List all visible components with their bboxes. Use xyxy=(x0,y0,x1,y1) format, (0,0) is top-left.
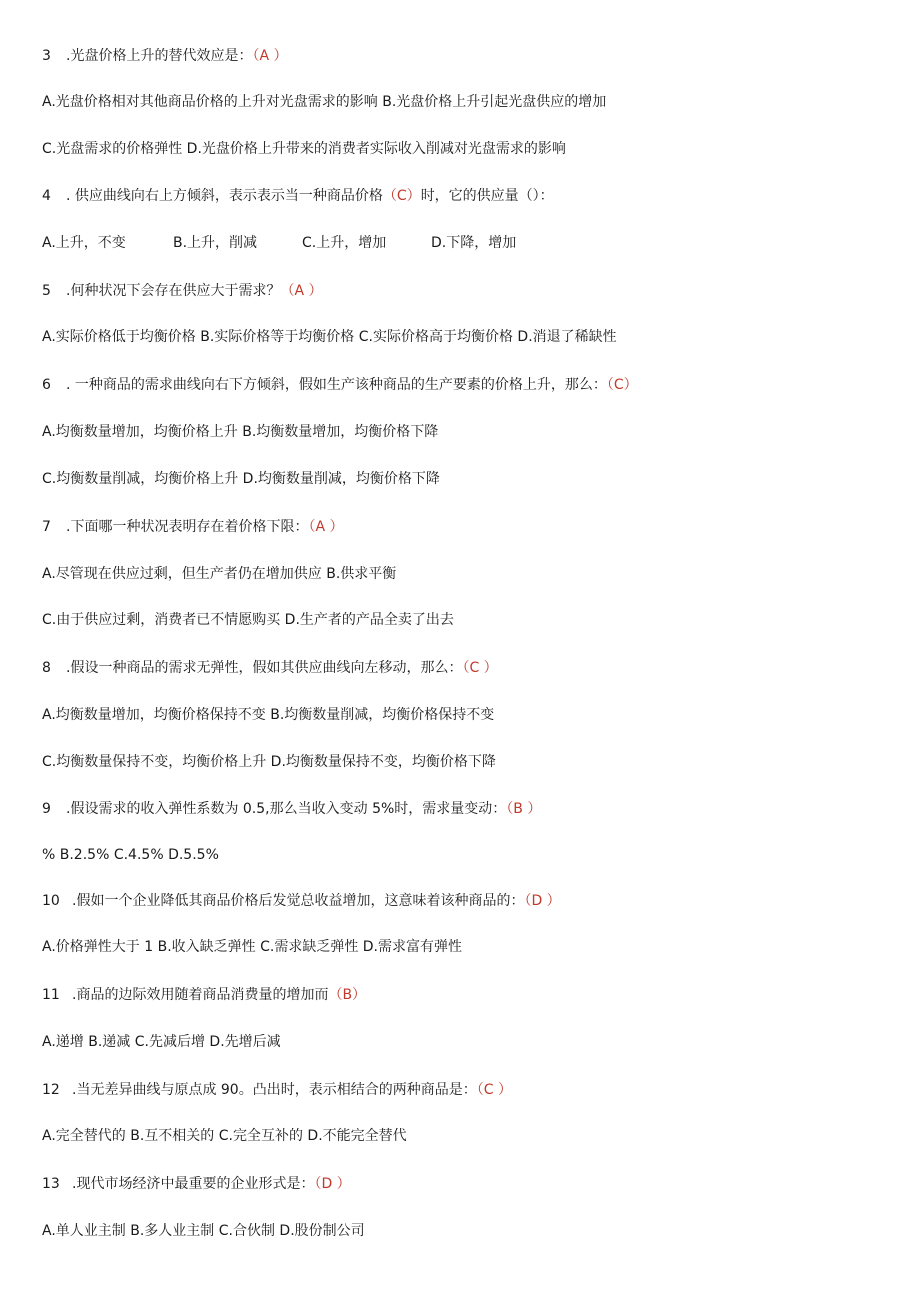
question-stem: .光盘价格上升的替代效应是： xyxy=(66,48,253,64)
question-12 xyxy=(42,1081,512,1099)
option-a: A.上升，不变 xyxy=(42,235,126,251)
option-line: A.尽管现在供应过剩，但生产者仍在增加供应 B.供求平衡 xyxy=(42,566,397,582)
answer-mark: （B ） xyxy=(506,801,542,817)
option-line: % B.2.5% C.4.5% D.5.5% xyxy=(42,847,219,863)
answer-mark: （C） xyxy=(606,377,638,393)
question-13 xyxy=(42,1175,351,1193)
option-c: C.上升，增加 xyxy=(302,235,387,251)
answer-mark: （A ） xyxy=(252,48,288,64)
question-4 xyxy=(42,187,554,205)
answer-mark: （C） xyxy=(382,188,421,204)
option-line: A.价格弹性大于 1 B.收入缺乏弹性 C.需求缺乏弹性 D.需求富有弹性 xyxy=(42,939,462,955)
option-line: A.单人业主制 B.多人业主制 C.合伙制 D.股份制公司 xyxy=(42,1223,365,1239)
question-3 xyxy=(42,47,287,65)
question-stem: . 供应曲线向右上方倾斜，表示表示当一种商品价格 xyxy=(66,188,383,204)
option-line: A.均衡数量增加，均衡价格保持不变 B.均衡数量削减，均衡价格保持不变 xyxy=(42,707,495,723)
question-stem: .何种状况下会存在供应大于需求？ xyxy=(66,283,281,299)
question-stem: .当无差异曲线与原点成 90。凸出时，表示相结合的两种商品是： xyxy=(72,1082,477,1098)
question-9 xyxy=(42,800,541,818)
option-line: C.均衡数量削减，均衡价格上升 D.均衡数量削减，均衡价格下降 xyxy=(42,471,440,487)
question-number: 6 xyxy=(42,377,51,393)
option-line: C.均衡数量保持不变，均衡价格上升 D.均衡数量保持不变，均衡价格下降 xyxy=(42,754,496,770)
question-number: 7 xyxy=(42,519,51,535)
question-stem-tail: 时，它的供应量（）： xyxy=(420,188,554,204)
question-number: 10 xyxy=(42,893,60,909)
question-stem: . 一种商品的需求曲线向右下方倾斜，假如生产该种商品的生产要素的价格上升，那么： xyxy=(66,377,607,393)
option-b: B.上升，削减 xyxy=(173,235,258,251)
option-d: D.下降，增加 xyxy=(431,235,517,251)
option-line: A.实际价格低于均衡价格 B.实际价格等于均衡价格 C.实际价格高于均衡价格 D.消退了稀缺性 xyxy=(42,329,617,345)
question-number: 11 xyxy=(42,987,60,1003)
question-number: 12 xyxy=(42,1082,60,1098)
answer-mark: （D ） xyxy=(314,1176,351,1192)
question-7 xyxy=(42,518,343,536)
question-10 xyxy=(42,892,561,910)
option-line: A.递增 B.递减 C.先减后增 D.先增后减 xyxy=(42,1034,281,1050)
question-6 xyxy=(42,376,638,394)
answer-mark: （A ） xyxy=(280,283,323,299)
answer-mark: （C ） xyxy=(462,660,498,676)
question-number: 3 xyxy=(42,48,51,64)
question-stem: .现代市场经济中最重要的企业形式是： xyxy=(72,1176,315,1192)
question-5 xyxy=(42,282,322,300)
answer-mark: （D ） xyxy=(524,893,561,909)
question-stem: .商品的边际效用随着商品消费量的增加而 xyxy=(72,987,329,1003)
option-line: A.均衡数量增加，均衡价格上升 B.均衡数量增加，均衡价格下降 xyxy=(42,424,439,440)
question-8 xyxy=(42,659,498,677)
option-row xyxy=(42,234,516,252)
answer-mark: （A ） xyxy=(308,519,344,535)
answer-mark: （C ） xyxy=(476,1082,512,1098)
question-stem: .假如一个企业降低其商品价格后发觉总收益增加，这意味着该种商品的： xyxy=(72,893,525,909)
question-number: 5 xyxy=(42,283,51,299)
question-number: 13 xyxy=(42,1176,60,1192)
answer-mark: （B） xyxy=(328,987,367,1003)
question-number: 8 xyxy=(42,660,51,676)
question-11 xyxy=(42,986,366,1004)
question-number: 9 xyxy=(42,801,51,817)
question-number: 4 xyxy=(42,188,51,204)
question-stem: .假设一种商品的需求无弹性，假如其供应曲线向左移动，那么： xyxy=(66,660,463,676)
option-line: C.光盘需求的价格弹性 D.光盘价格上升带来的消费者实际收入削减对光盘需求的影响 xyxy=(42,141,566,157)
option-line: C.由于供应过剩，消费者已不情愿购买 D.生产者的产品全卖了出去 xyxy=(42,612,454,628)
question-stem: .下面哪一种状况表明存在着价格下限： xyxy=(66,519,309,535)
option-line: A.完全替代的 B.互不相关的 C.完全互补的 D.不能完全替代 xyxy=(42,1128,407,1144)
option-line: A.光盘价格相对其他商品价格的上升对光盘需求的影响 B.光盘价格上升引起光盘供应的增加 xyxy=(42,94,607,110)
question-stem: .假设需求的收入弹性系数为 0.5,那么当收入变动 5%时，需求量变动： xyxy=(66,801,507,817)
